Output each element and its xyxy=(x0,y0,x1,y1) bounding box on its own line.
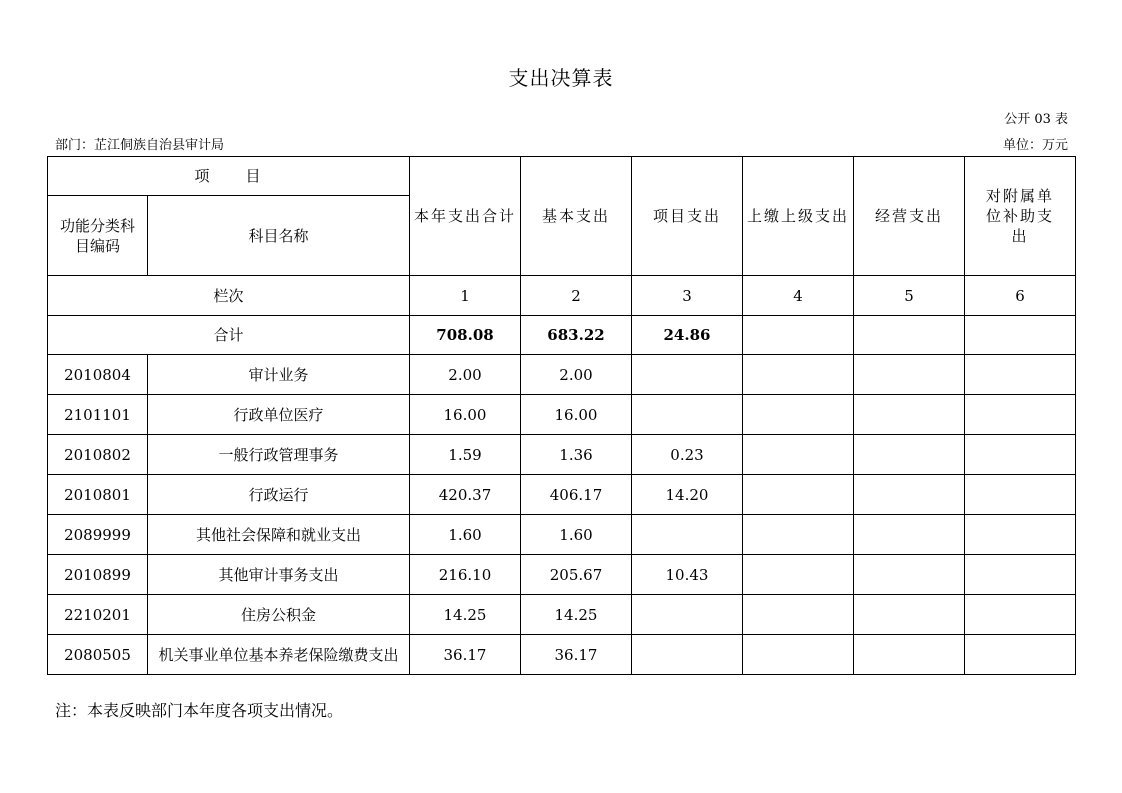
row-code: 2010804 xyxy=(48,355,148,395)
table-row xyxy=(48,355,1076,395)
row-value: 406.17 xyxy=(521,475,632,515)
row-code: 2210201 xyxy=(48,595,148,635)
row-value: 16.00 xyxy=(410,395,521,435)
column-number: 6 xyxy=(965,276,1076,316)
row-value xyxy=(965,515,1076,555)
table-row xyxy=(48,395,1076,435)
row-value: 420.37 xyxy=(410,475,521,515)
header-total: 本年支出合计 xyxy=(410,157,521,276)
header-upper: 上缴上级支出 xyxy=(743,157,854,276)
row-value xyxy=(965,555,1076,595)
row-value xyxy=(965,595,1076,635)
row-value xyxy=(854,515,965,555)
row-value xyxy=(854,435,965,475)
row-subject-name: 机关事业单位基本养老保险缴费支出 xyxy=(148,635,410,675)
row-value xyxy=(854,635,965,675)
column-number: 1 xyxy=(410,276,521,316)
total-row xyxy=(48,316,1076,355)
header-project-expense: 项目支出 xyxy=(632,157,743,276)
row-code: 2010899 xyxy=(48,555,148,595)
total-value: 708.08 xyxy=(410,316,521,355)
row-subject-name: 其他社会保障和就业支出 xyxy=(148,515,410,555)
footnote: 注：本表反映部门本年度各项支出情况。 xyxy=(55,701,344,720)
row-value: 36.17 xyxy=(410,635,521,675)
total-value xyxy=(854,316,965,355)
page-title: 支出决算表 xyxy=(508,66,614,90)
header-basic: 基本支出 xyxy=(521,157,632,276)
row-value xyxy=(632,515,743,555)
row-subject-name: 住房公积金 xyxy=(148,595,410,635)
form-number: 公开 03 表 xyxy=(1004,112,1068,127)
total-value xyxy=(965,316,1076,355)
row-value xyxy=(743,515,854,555)
row-value: 2.00 xyxy=(521,355,632,395)
row-value: 2.00 xyxy=(410,355,521,395)
row-value: 1.60 xyxy=(521,515,632,555)
column-number: 3 xyxy=(632,276,743,316)
row-value: 14.25 xyxy=(521,595,632,635)
row-value: 1.36 xyxy=(521,435,632,475)
row-subject-name: 行政运行 xyxy=(148,475,410,515)
row-value: 1.59 xyxy=(410,435,521,475)
row-subject-name: 其他审计事务支出 xyxy=(148,555,410,595)
row-value xyxy=(743,395,854,435)
row-value: 14.20 xyxy=(632,475,743,515)
row-value xyxy=(854,555,965,595)
row-value xyxy=(965,635,1076,675)
table-row xyxy=(48,515,1076,555)
row-value: 16.00 xyxy=(521,395,632,435)
row-subject-name: 一般行政管理事务 xyxy=(148,435,410,475)
row-code: 2101101 xyxy=(48,395,148,435)
header-project: 项 目 xyxy=(48,157,410,196)
row-value: 1.60 xyxy=(410,515,521,555)
row-value xyxy=(965,475,1076,515)
row-subject-name: 审计业务 xyxy=(148,355,410,395)
row-value: 216.10 xyxy=(410,555,521,595)
row-code: 2010801 xyxy=(48,475,148,515)
table-row xyxy=(48,635,1076,675)
unit-label: 单位：万元 xyxy=(1002,138,1068,153)
row-value xyxy=(743,635,854,675)
table-row xyxy=(48,555,1076,595)
row-value xyxy=(743,555,854,595)
header-func-code: 功能分类科目编码 xyxy=(48,196,148,276)
row-value xyxy=(743,475,854,515)
row-value xyxy=(743,435,854,475)
row-subject-name: 行政单位医疗 xyxy=(148,395,410,435)
column-number-row xyxy=(48,276,1076,316)
total-label: 合计 xyxy=(48,316,410,355)
table-row xyxy=(48,595,1076,635)
row-value: 205.67 xyxy=(521,555,632,595)
total-value: 683.22 xyxy=(521,316,632,355)
row-value: 0.23 xyxy=(632,435,743,475)
row-code: 2089999 xyxy=(48,515,148,555)
row-code: 2010802 xyxy=(48,435,148,475)
expenditure-table xyxy=(47,156,1076,675)
row-value xyxy=(632,635,743,675)
row-value xyxy=(743,595,854,635)
column-label: 栏次 xyxy=(48,276,410,316)
row-code: 2080505 xyxy=(48,635,148,675)
header-subsidy: 对附属单位补助支出 xyxy=(965,157,1076,276)
row-value xyxy=(854,395,965,435)
row-value xyxy=(632,595,743,635)
row-value: 14.25 xyxy=(410,595,521,635)
table-row xyxy=(48,435,1076,475)
row-value: 36.17 xyxy=(521,635,632,675)
total-value xyxy=(743,316,854,355)
row-value xyxy=(965,395,1076,435)
row-value xyxy=(854,355,965,395)
row-value xyxy=(965,435,1076,475)
row-value xyxy=(854,475,965,515)
row-value xyxy=(743,355,854,395)
row-value xyxy=(854,595,965,635)
column-number: 4 xyxy=(743,276,854,316)
column-number: 5 xyxy=(854,276,965,316)
row-value xyxy=(965,355,1076,395)
table-row xyxy=(48,475,1076,515)
department-label: 部门：芷江侗族自治县审计局 xyxy=(55,138,225,153)
row-value xyxy=(632,355,743,395)
row-value xyxy=(632,395,743,435)
column-number: 2 xyxy=(521,276,632,316)
total-value: 24.86 xyxy=(632,316,743,355)
row-value: 10.43 xyxy=(632,555,743,595)
header-subject-name: 科目名称 xyxy=(148,196,410,276)
header-business: 经营支出 xyxy=(854,157,965,276)
